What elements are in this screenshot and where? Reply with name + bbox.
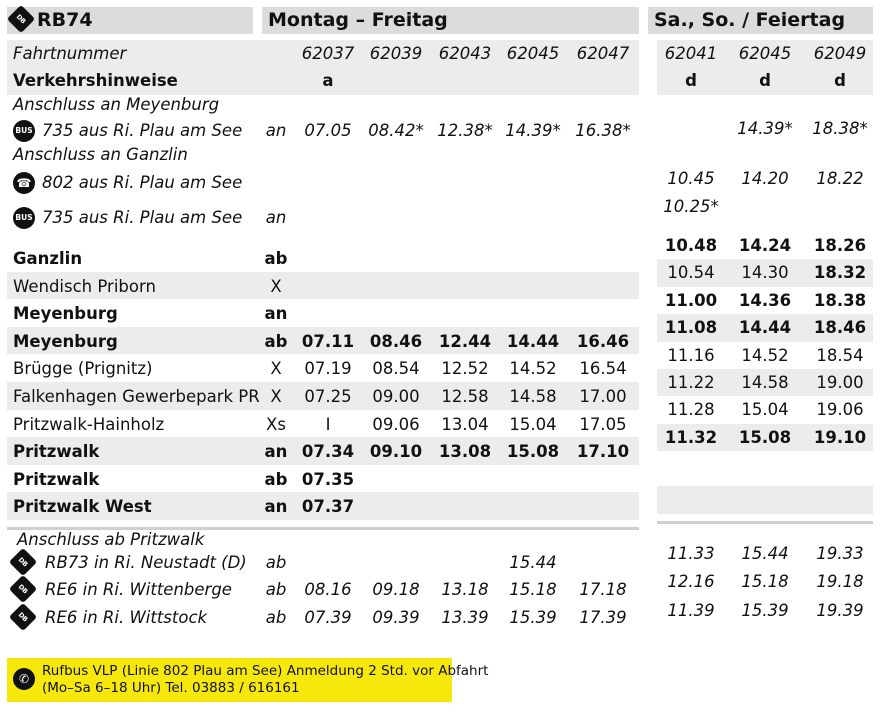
time-cell: 12.44	[438, 331, 492, 351]
time-cell: 17.18	[579, 580, 627, 599]
connection-label: 735 aus Ri. Plau am See	[42, 121, 243, 140]
time-cell: 19.18	[816, 572, 864, 591]
stop-name: Pritzwalk West	[13, 497, 152, 517]
time-cell: 07.05	[304, 121, 352, 140]
time-cell: 14.24	[738, 236, 792, 255]
time-cell: 10.25*	[663, 197, 719, 216]
traffic-note: d	[834, 71, 846, 90]
separator-right	[657, 521, 873, 524]
time-cell: 11.16	[667, 345, 715, 365]
time-cell: 18.38	[813, 290, 867, 310]
time-cell: 12.58	[441, 387, 489, 406]
time-cell: 07.11	[301, 331, 355, 351]
route-name: RB74	[37, 9, 93, 31]
stop-type: X	[270, 276, 282, 296]
phone-icon: ✆	[13, 668, 35, 690]
separator-left	[7, 527, 639, 530]
stop-type: ab	[265, 553, 287, 572]
db-logo-icon: DB	[7, 5, 35, 33]
stop-name: Pritzwalk	[13, 442, 100, 462]
time-cell: 11.22	[667, 373, 715, 392]
stop-name: Meyenburg	[13, 304, 118, 324]
stop-name: Pritzwalk	[13, 469, 100, 489]
time-cell: 15.04	[509, 414, 557, 434]
time-cell: 13.18	[441, 580, 489, 599]
time-cell: 18.54	[816, 345, 864, 365]
weekend-header	[648, 7, 873, 34]
time-cell: 10.45	[667, 169, 715, 188]
bus-icon: BUS	[13, 207, 35, 229]
time-cell: 10.48	[664, 236, 718, 255]
time-cell: 12.38*	[437, 121, 493, 140]
anschluss-pritzwalk-label: Anschluss ab Pritzwalk	[17, 530, 205, 549]
time-cell: 19.10	[813, 427, 867, 447]
time-cell: 15.44	[741, 544, 789, 563]
weekday-title: Montag – Freitag	[268, 9, 448, 31]
traffic-note: d	[759, 71, 771, 90]
train-number: 62045	[738, 44, 792, 63]
connection-label: RE6 in Ri. Wittenberge	[45, 580, 232, 599]
time-cell: 16.54	[579, 359, 627, 379]
connection-label: RB73 in Ri. Neustadt (D)	[45, 553, 247, 572]
time-cell: 09.18	[372, 580, 420, 599]
stop-type: an	[264, 497, 288, 517]
time-cell: 10.54	[667, 263, 715, 283]
time-cell: 09.39	[372, 608, 420, 627]
time-cell: 18.38*	[812, 119, 868, 138]
time-cell: 15.08	[738, 427, 792, 447]
time-cell: 07.35	[301, 469, 355, 489]
time-cell: 14.44	[738, 318, 792, 338]
traffic-note: d	[685, 71, 697, 90]
stop-type: ab	[264, 469, 288, 489]
time-cell: 15.39	[741, 601, 789, 620]
train-number: 62047	[576, 44, 630, 63]
stop-type: ab	[264, 249, 288, 268]
stop-name: Falkenhagen Gewerbepark PR	[13, 387, 260, 406]
time-cell: 11.08	[664, 318, 718, 338]
stop-type: an	[265, 208, 287, 227]
connection-label: 735 aus Ri. Plau am See	[42, 208, 243, 227]
stop-type: an	[264, 442, 288, 462]
time-cell: 17.05	[579, 414, 627, 434]
time-cell: 14.44	[506, 331, 560, 351]
time-cell: 12.52	[441, 359, 489, 379]
time-cell: 07.25	[304, 387, 352, 406]
verkehrshinweise-label: Verkehrshinweise	[13, 71, 178, 90]
connection-label: 802 aus Ri. Plau am See	[42, 173, 243, 192]
stop-type: X	[270, 387, 282, 406]
time-cell: 11.32	[664, 427, 718, 447]
time-cell: 17.00	[579, 387, 627, 406]
time-cell: 13.04	[441, 414, 489, 434]
stop-name: Brügge (Prignitz)	[13, 359, 153, 379]
time-cell: 14.58	[509, 387, 557, 406]
time-cell: 08.16	[304, 580, 352, 599]
db-logo-icon: DB	[9, 548, 37, 576]
traffic-note: a	[322, 71, 334, 90]
time-cell: 19.06	[816, 400, 864, 420]
train-number: 62041	[664, 44, 718, 63]
weekday-header	[262, 7, 639, 34]
time-cell: 07.39	[304, 608, 352, 627]
time-cell: 19.33	[816, 544, 864, 563]
time-cell: 15.04	[741, 400, 789, 420]
train-number: 62039	[369, 44, 423, 63]
stop-type: Xs	[266, 414, 286, 434]
stop-type: ab	[265, 608, 287, 627]
time-cell: 17.10	[576, 442, 630, 462]
time-cell: 14.52	[741, 345, 789, 365]
time-cell: 16.46	[576, 331, 630, 351]
time-cell: 18.22	[816, 169, 864, 188]
stop-name: Pritzwalk-Hainholz	[13, 414, 165, 434]
time-cell: 18.32	[813, 263, 867, 283]
footnote-box	[7, 658, 489, 702]
time-cell: I	[325, 414, 331, 434]
time-cell: 07.19	[304, 359, 352, 379]
connection-label: RE6 in Ri. Wittstock	[45, 608, 208, 627]
time-cell: 09.10	[369, 442, 423, 462]
time-cell: 14.58	[741, 373, 789, 392]
time-cell: 15.08	[506, 442, 560, 462]
time-cell: 11.33	[667, 544, 715, 563]
route-header	[7, 7, 253, 34]
train-number: 62043	[438, 44, 492, 63]
footnote-line-2: (Mo–Sa 6–18 Uhr) Tel. 03883 / 616161	[42, 680, 300, 696]
fahrtnummer-label: Fahrtnummer	[13, 44, 127, 63]
time-cell: 08.42*	[368, 121, 424, 140]
time-cell: 11.00	[664, 290, 718, 310]
time-cell: 15.39	[509, 608, 557, 627]
db-logo-icon: DB	[9, 603, 37, 631]
weekend-title: Sa., So. / Feiertag	[654, 9, 846, 31]
train-number: 62045	[506, 44, 560, 63]
stop-type: X	[270, 359, 282, 379]
phone-icon: ☎	[13, 172, 35, 194]
train-number: 62049	[813, 44, 867, 63]
time-cell: 18.26	[813, 236, 867, 255]
stop-name: Ganzlin	[13, 249, 83, 268]
anschluss-ganzlin-label: Anschluss an Ganzlin	[13, 145, 188, 164]
time-cell: 14.52	[509, 359, 557, 379]
time-cell: 15.18	[741, 572, 789, 591]
anschluss-meyenburg-label: Anschluss an Meyenburg	[13, 95, 220, 114]
time-cell: 14.20	[741, 169, 789, 188]
time-cell: 14.39*	[737, 119, 793, 138]
bus-icon: BUS	[13, 120, 35, 142]
stop-type: ab	[264, 331, 288, 351]
time-cell: 09.00	[372, 387, 420, 406]
time-cell: 19.00	[816, 373, 864, 392]
time-cell: 11.39	[667, 601, 715, 620]
time-cell: 11.28	[667, 400, 715, 420]
time-cell: 14.30	[741, 263, 789, 283]
stop-type: ab	[265, 580, 287, 599]
time-cell: 14.39*	[505, 121, 561, 140]
time-cell: 08.54	[372, 359, 420, 379]
time-cell: 12.16	[667, 572, 715, 591]
stop-type: an	[265, 121, 287, 140]
stop-name: Wendisch Priborn	[13, 276, 156, 296]
time-cell: 08.46	[369, 331, 423, 351]
time-cell: 16.38*	[575, 121, 631, 140]
time-cell: 15.18	[509, 580, 557, 599]
time-cell: 07.34	[301, 442, 355, 462]
time-cell: 15.44	[509, 553, 557, 572]
time-cell: 14.36	[738, 290, 792, 310]
stop-type: an	[264, 304, 288, 324]
row-band	[657, 486, 873, 514]
time-cell: 07.37	[301, 497, 355, 517]
time-cell: 09.06	[372, 414, 420, 434]
time-cell: 13.39	[441, 608, 489, 627]
stop-name: Meyenburg	[13, 331, 118, 351]
train-number: 62037	[301, 44, 355, 63]
footnote-line-1: Rufbus VLP (Linie 802 Plau am See) Anmeldung 2 Std. vor Abfahrt	[42, 663, 489, 679]
time-cell: 17.39	[579, 608, 627, 627]
time-cell: 13.08	[438, 442, 492, 462]
time-cell: 18.46	[813, 318, 867, 338]
db-logo-icon: DB	[9, 575, 37, 603]
time-cell: 19.39	[816, 601, 864, 620]
